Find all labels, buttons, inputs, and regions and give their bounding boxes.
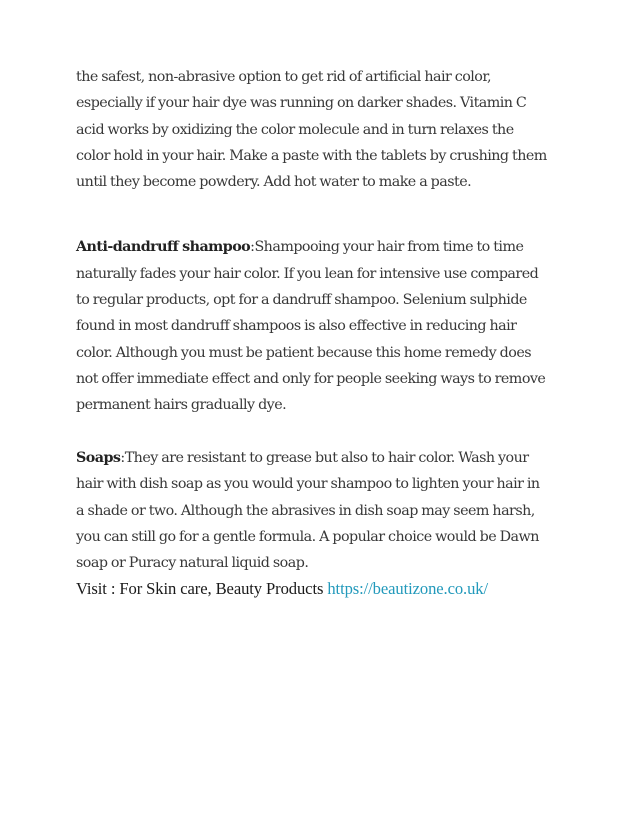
section-term: Anti-dandruff shampoo [76,239,251,256]
text-line: naturally fades your hair color. If you lean for intensive use compared [76,265,539,282]
document-page [76,64,576,601]
text-line: color hold in your hair. Make a paste with the tablets by crushing them [76,147,547,164]
paragraph-vitamin-c [76,64,576,195]
section-intro-text: :Shampooing your hair from time to time [250,239,524,256]
website-link[interactable]: https://beautizone.co.uk/ [327,578,488,598]
text-line: soap or Puracy natural liquid soap. [76,555,309,572]
text-line: found in most dandruff shampoos is also effective in reducing hair [76,318,517,335]
text-line [76,445,576,471]
visit-line [76,577,576,601]
text-line: until they become powdery. Add hot water to make a paste. [76,174,472,191]
paragraph-soaps [76,445,576,576]
paragraph-spacer [76,195,576,234]
text-line: especially if your hair dye was running on darker shades. Vitamin C [76,95,527,112]
visit-label: Visit : For Skin care, Beauty Products [76,578,328,598]
text-line: the safest, non-abrasive option to get rid of artificial hair color, [76,69,492,85]
text-line: permanent hairs gradually dye. [76,397,287,414]
text-line: not offer immediate effect and only for people seeking ways to remove [76,370,546,387]
text-line: hair with dish soap as you would your shampoo to lighten your hair in [76,476,540,493]
text-line: a shade or two. Although the abrasives in dish soap may seem harsh, [76,502,535,519]
paragraph-anti-dandruff-shampoo [76,234,576,418]
text-line: you can still go for a gentle formula. A popular choice would be Dawn [76,528,539,545]
section-term: Soaps [76,450,121,467]
text-line: to regular products, opt for a dandruff shampoo. Selenium sulphide [76,292,527,309]
paragraph-spacer [76,419,576,446]
text-line: color. Although you must be patient because this home remedy does [76,344,532,361]
text-line: acid works by oxidizing the color molecule and in turn relaxes the [76,121,514,138]
text-line [76,234,576,260]
section-intro-text: :They are resistant to grease but also to hair color. Wash your [120,450,529,467]
